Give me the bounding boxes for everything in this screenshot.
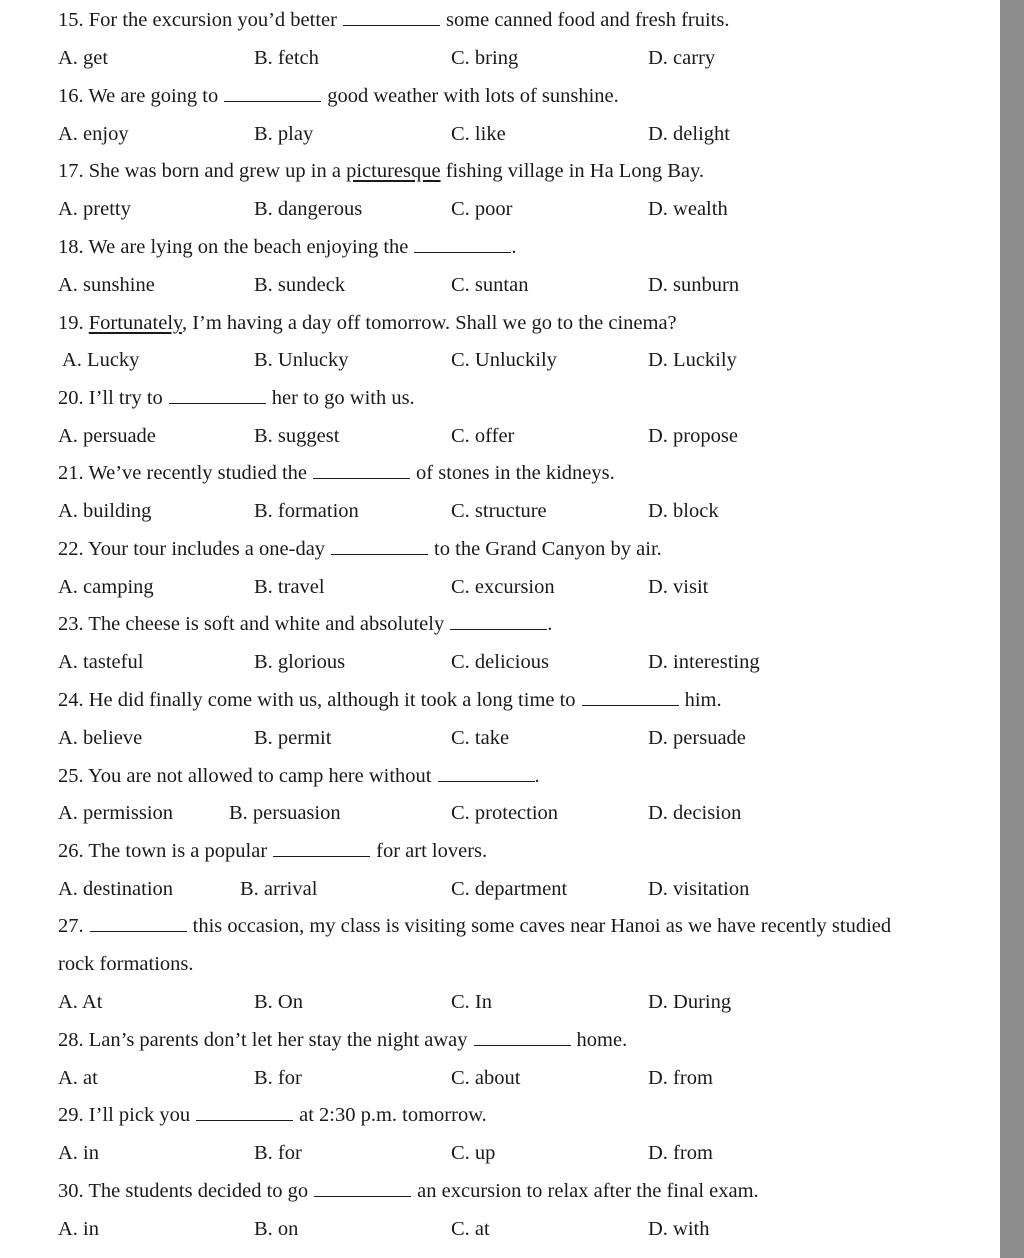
- question-number: 22.: [58, 538, 84, 560]
- option-c: C. at: [451, 1218, 490, 1240]
- question-text: for art lovers.: [376, 840, 488, 862]
- question-21: [58, 461, 615, 485]
- option-a: A. at: [58, 1067, 98, 1089]
- question-text: We’ve recently studied the: [88, 462, 308, 484]
- question-text: of stones in the kidneys.: [416, 462, 615, 484]
- option-a: A. tasteful: [58, 651, 144, 673]
- question-text: home.: [576, 1029, 628, 1051]
- option-d: D. persuade: [648, 727, 746, 749]
- question-24: [58, 688, 722, 712]
- option-d: D. wealth: [648, 198, 728, 220]
- option-a: A. sunshine: [58, 274, 155, 296]
- answer-blank: [90, 914, 187, 932]
- question-text: to the Grand Canyon by air.: [434, 538, 662, 560]
- option-d: D. from: [648, 1142, 713, 1164]
- question-27: [58, 914, 891, 938]
- question-text: .: [534, 765, 540, 787]
- option-b: B. play: [254, 123, 314, 145]
- option-c: C. up: [451, 1142, 496, 1164]
- answer-blank: [582, 688, 679, 706]
- question-20: [58, 386, 415, 410]
- question-29: [58, 1103, 487, 1127]
- option-b: B. permit: [254, 727, 332, 749]
- option-b: B. for: [254, 1067, 302, 1089]
- question-text: him.: [684, 689, 722, 711]
- answer-blank: [343, 8, 440, 26]
- answer-blank: [438, 764, 535, 782]
- option-d: D. block: [648, 500, 719, 522]
- option-c: C. In: [451, 991, 492, 1013]
- question-22: [58, 537, 662, 561]
- option-d: D. with: [648, 1218, 710, 1240]
- option-c: C. bring: [451, 47, 519, 69]
- option-d: D. carry: [648, 47, 716, 69]
- question-text: .: [547, 613, 553, 635]
- question-25: [58, 764, 540, 788]
- option-c: C. protection: [451, 802, 559, 824]
- question-text: fishing village in Ha Long Bay.: [445, 160, 705, 182]
- option-b: B. formation: [254, 500, 359, 522]
- option-b: B. on: [254, 1218, 299, 1240]
- question-text: I’ll pick you: [88, 1104, 191, 1126]
- option-d: D. sunburn: [648, 274, 740, 296]
- option-a: A. permission: [58, 802, 174, 824]
- answer-blank: [224, 84, 321, 102]
- option-b: B. travel: [254, 576, 325, 598]
- answer-blank: [273, 839, 370, 857]
- option-a: A. in: [58, 1142, 99, 1164]
- option-c: C. about: [451, 1067, 521, 1089]
- option-d: D. delight: [648, 123, 730, 145]
- option-d: D. visitation: [648, 878, 750, 900]
- option-c: C. Unluckily: [451, 349, 557, 371]
- option-c: C. poor: [451, 198, 513, 220]
- option-b: B. arrival: [240, 878, 318, 900]
- option-a: A. persuade: [58, 425, 156, 447]
- option-a: A. enjoy: [58, 123, 129, 145]
- question-number: 30.: [58, 1180, 84, 1202]
- question-16: [58, 84, 619, 108]
- question-text: this occasion, my class is visiting some caves near Hanoi as we have recently studied: [192, 915, 892, 937]
- question-number: 25.: [58, 765, 84, 787]
- question-text: He did finally come with us, although it took a long time to: [88, 689, 576, 711]
- option-b: B. fetch: [254, 47, 319, 69]
- option-d: D. During: [648, 991, 732, 1013]
- question-text: You are not allowed to camp here without: [88, 765, 432, 787]
- question-text: Lan’s parents don’t let her stay the night away: [88, 1029, 468, 1051]
- question-text: The town is a popular: [88, 840, 268, 862]
- option-d: D. propose: [648, 425, 738, 447]
- question-text: She was born and grew up in a: [88, 160, 341, 182]
- question-text: The cheese is soft and white and absolutely: [88, 613, 445, 635]
- question-text: some canned food and fresh fruits.: [445, 9, 730, 31]
- option-c: C. department: [451, 878, 568, 900]
- answer-blank: [474, 1028, 571, 1046]
- option-c: C. structure: [451, 500, 547, 522]
- option-a: A. believe: [58, 727, 143, 749]
- question-18: [58, 235, 517, 259]
- question-text: at 2:30 p.m. tomorrow.: [299, 1104, 487, 1126]
- question-number: 26.: [58, 840, 84, 862]
- question-19: [58, 311, 677, 335]
- question-text: For the excursion you’d better: [88, 9, 337, 31]
- question-text: .: [511, 236, 517, 258]
- option-c: C. excursion: [451, 576, 555, 598]
- option-a: A. building: [58, 500, 152, 522]
- option-b: B. persuasion: [229, 802, 341, 824]
- question-number: 20.: [58, 387, 84, 409]
- question-number: 21.: [58, 462, 84, 484]
- option-b: B. sundeck: [254, 274, 346, 296]
- answer-blank: [196, 1103, 293, 1121]
- question-number: 18.: [58, 236, 84, 258]
- option-b: B. suggest: [254, 425, 340, 447]
- option-c: C. offer: [451, 425, 515, 447]
- question-number: 28.: [58, 1029, 84, 1051]
- option-d: D. visit: [648, 576, 709, 598]
- answer-blank: [414, 235, 511, 253]
- underlined-word: picturesque: [346, 160, 441, 182]
- question-number: 16.: [58, 85, 84, 107]
- option-a: A. Lucky: [62, 349, 140, 371]
- question-text: I’ll try to: [88, 387, 163, 409]
- question-text: her to go with us.: [271, 387, 415, 409]
- question-number: 27.: [58, 915, 84, 937]
- question-number: 23.: [58, 613, 84, 635]
- answer-blank: [313, 461, 410, 479]
- option-c: C. delicious: [451, 651, 549, 673]
- option-d: D. from: [648, 1067, 713, 1089]
- question-28: [58, 1028, 627, 1052]
- option-a: A. camping: [58, 576, 154, 598]
- underlined-word: Fortunately: [88, 312, 182, 334]
- option-a: A. get: [58, 47, 109, 69]
- option-b: B. glorious: [254, 651, 346, 673]
- question-number: 15.: [58, 9, 84, 31]
- question-text: The students decided to go: [88, 1180, 309, 1202]
- option-c: C. suntan: [451, 274, 529, 296]
- option-b: B. Unlucky: [254, 349, 349, 371]
- answer-blank: [450, 612, 547, 630]
- question-text: We are going to: [88, 85, 219, 107]
- option-c: C. take: [451, 727, 510, 749]
- question-17: [58, 159, 704, 183]
- answer-blank: [169, 386, 266, 404]
- option-a: A. At: [58, 991, 103, 1013]
- option-b: B. dangerous: [254, 198, 363, 220]
- question-text: , I’m having a day off tomorrow. Shall we go to the cinema?: [181, 312, 677, 334]
- question-27-continued: rock formations.: [58, 953, 194, 975]
- answer-blank: [314, 1179, 411, 1197]
- question-number: 17.: [58, 160, 84, 182]
- question-text: Your tour includes a one-day: [88, 538, 326, 560]
- question-26: [58, 839, 487, 863]
- option-c: C. like: [451, 123, 506, 145]
- question-15: [58, 8, 729, 32]
- page-edge-divider: [1000, 0, 1024, 1258]
- option-a: A. pretty: [58, 198, 131, 220]
- option-b: B. On: [254, 991, 303, 1013]
- option-a: A. destination: [58, 878, 174, 900]
- option-d: D. interesting: [648, 651, 760, 673]
- option-d: D. Luckily: [648, 349, 737, 371]
- question-number: 29.: [58, 1104, 84, 1126]
- option-a: A. in: [58, 1218, 99, 1240]
- question-text: an excursion to relax after the final exam.: [417, 1180, 759, 1202]
- question-number: 24.: [58, 689, 84, 711]
- question-30: [58, 1179, 759, 1203]
- question-text: good weather with lots of sunshine.: [327, 85, 619, 107]
- option-b: B. for: [254, 1142, 302, 1164]
- question-text: We are lying on the beach enjoying the: [88, 236, 409, 258]
- question-23: [58, 612, 552, 636]
- option-d: D. decision: [648, 802, 742, 824]
- answer-blank: [331, 537, 428, 555]
- question-number: 19.: [58, 312, 84, 334]
